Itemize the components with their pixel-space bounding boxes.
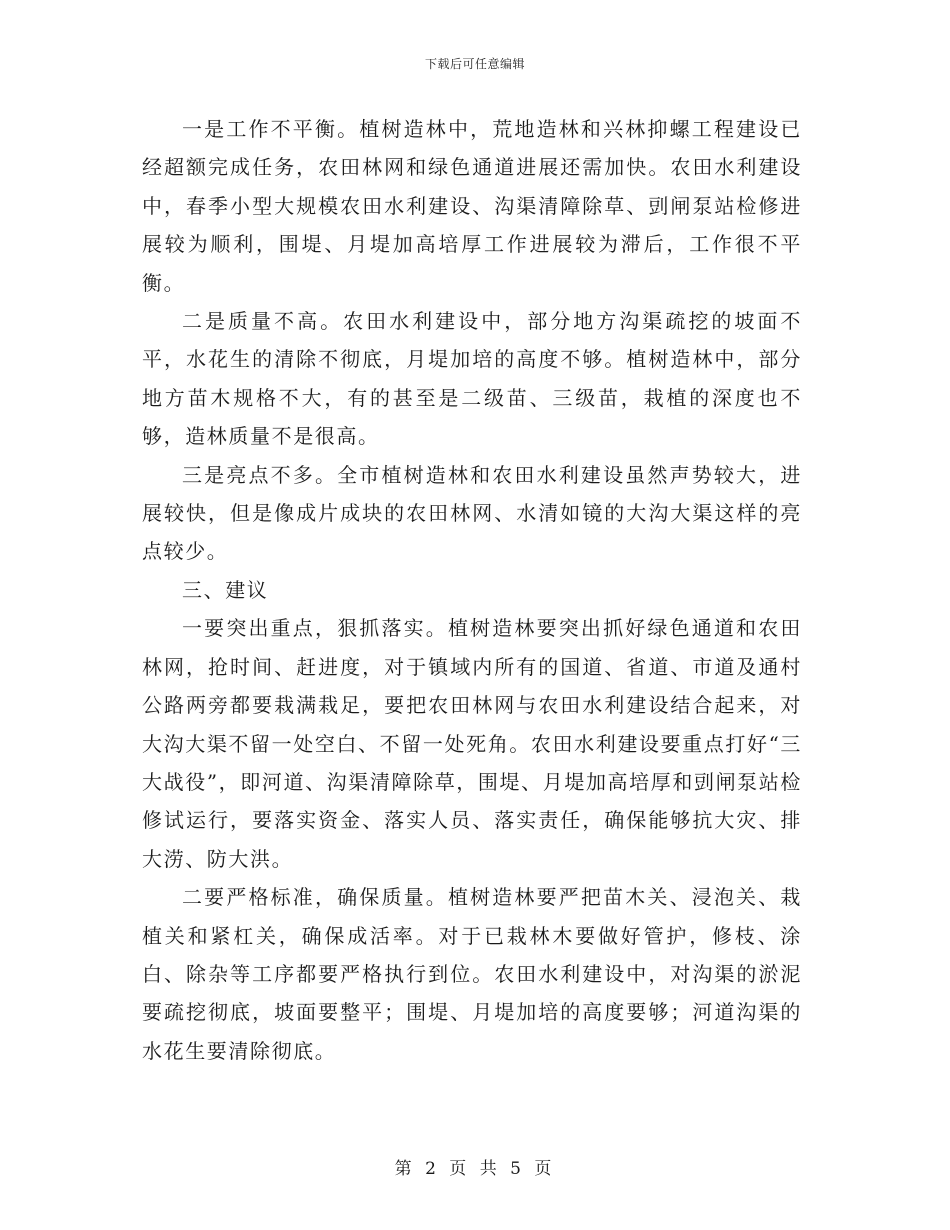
paragraph-quality: 二是质量不高。农田水利建设中，部分地方沟渠疏挖的坡面不平，水花生的清除不彻底，月堤加培的高度不够。植树造林中，部分地方苗木规格不大，有的甚至是二级苗、三级苗，栽植的深度也不够，造林质量不是很高。 bbox=[142, 309, 802, 449]
paragraph-imbalance: 一是工作不平衡。植树造林中，荒地造林和兴林抑螺工程建设已经超额完成任务，农田林网和绿色通道进展还需加快。农田水利建设中，春季小型大规模农田水利建设、沟渠清障除草、剅闸泵站检修进展较为顺利，围堤、月堤加高培厚工作进展较为滞后，工作很不平衡。 bbox=[142, 117, 802, 295]
header-note: 下载后可任意编辑 bbox=[424, 57, 525, 71]
paragraph-focus: 一要突出重点，狠抓落实。植树造林要突出抓好绿色通道和农田林网，抢时间、赶进度，对于镇域内所有的国道、省道、市道及通村公路两旁都要栽满栽足，要把农田林网与农田水利建设结合起来，对大沟大渠不留一处空白、不留一处死角。农田水利建设要重点打好“三大战役”，即河道、沟渠清障除草，围堤、月堤加高培厚和剅闸泵站检修试运行，要落实资金、落实人员、落实责任，确保能够抗大灾、排大涝、防大洪。 bbox=[142, 616, 802, 871]
page-number: 第 2 页 共 5 页 bbox=[394, 1159, 556, 1179]
paragraph-highlights: 三是亮点不多。全市植树造林和农田水利建设虽然声势较大，进展较快，但是像成片成块的农田林网、水清如镜的大沟大渠这样的亮点较少。 bbox=[142, 462, 802, 564]
section-heading-suggestions: 三、建议 bbox=[182, 577, 269, 602]
paragraph-standards: 二要严格标准，确保质量。植树造林要严把苗木关、浸泡关、栽植关和紧杠关，确保成活率。对于已栽林木要做好管护，修枝、涂白、除杂等工序都要严格执行到位。农田水利建设中，对沟渠的淤泥要疏挖彻底，坡面要整平；围堤、月堤加培的高度要够；河道沟渠的水花生要清除彻底。 bbox=[142, 885, 802, 1063]
document-body bbox=[142, 110, 802, 1070]
